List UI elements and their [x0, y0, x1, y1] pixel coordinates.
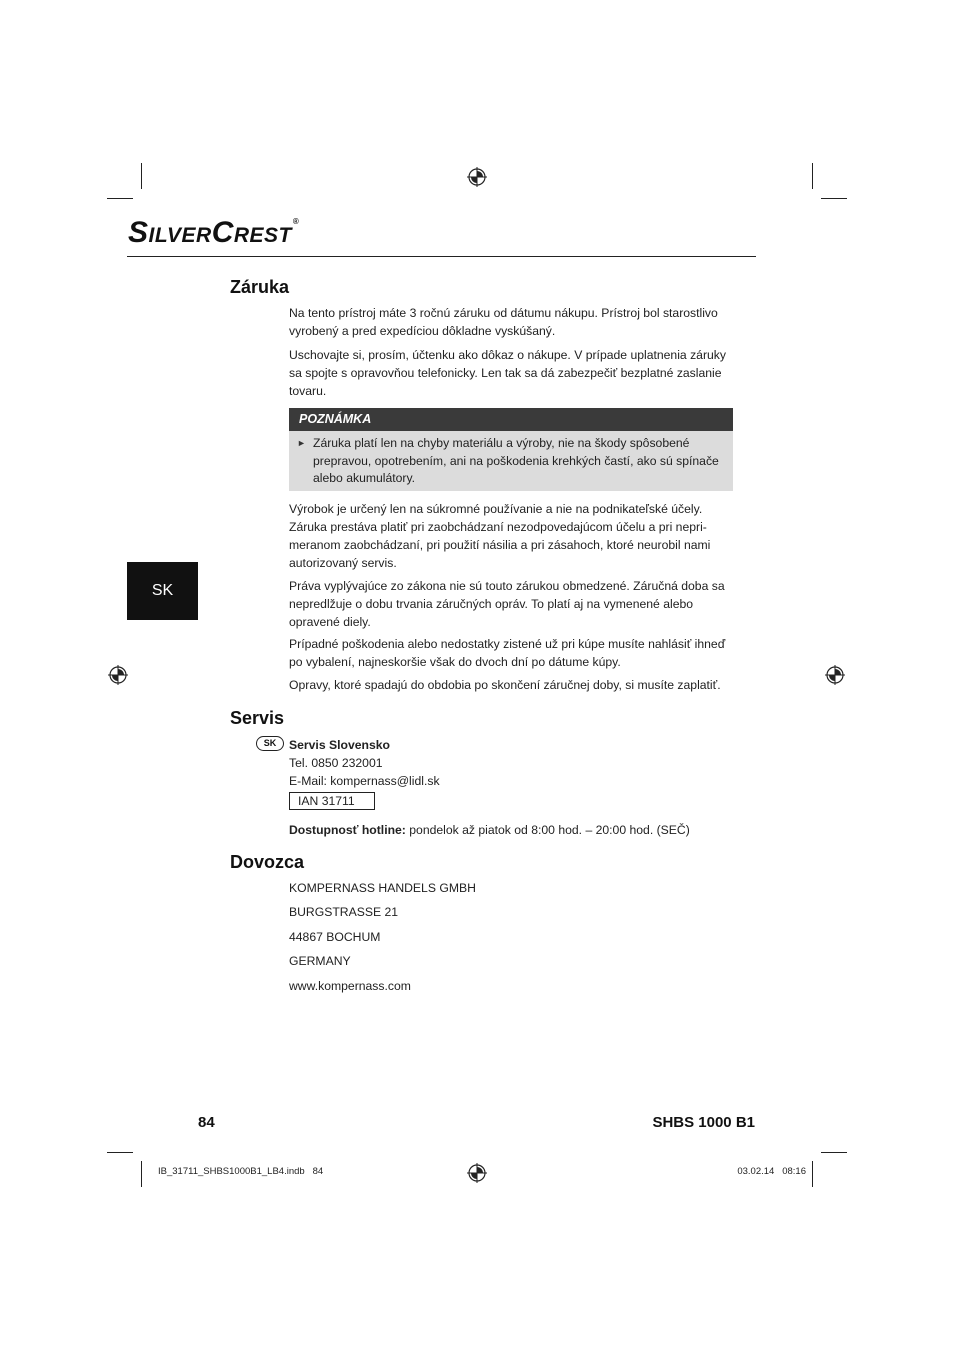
section-heading-zaruka: Záruka — [230, 277, 290, 297]
page-number: 84 — [198, 1114, 215, 1131]
language-tab: SK — [127, 562, 198, 620]
hotline-info — [289, 821, 737, 839]
crop-mark — [107, 198, 133, 199]
paragraph: Výrobok je určený len na súkromné používanie a nie na podnikateľské účely. Záruka prestáva platiť pri zaobchádzaní nezodpovedajúcom účelu a pri nepri- meranom zaobchádzaní, pri použití násilia a pri zásahoch, ktoré neurobil nami autorizovaný servis. — [289, 502, 711, 570]
crop-mark — [821, 1152, 847, 1153]
registration-mark-icon — [825, 665, 845, 685]
arrow-bullet-icon: ► — [297, 438, 306, 448]
brand-logo: SILVERCREST® — [128, 216, 300, 249]
crop-mark — [812, 1161, 813, 1187]
importer-line: KOMPERNASS HANDELS GMBH — [289, 881, 476, 895]
crop-mark — [141, 1161, 142, 1187]
paragraph: Práva vyplývajúce zo zákona nie sú touto zárukou obmedzené. Záručná doba sa nepredlžuje o dobu trvania záručných opráv. To platí aj na vymenené alebo opravené diely. — [289, 579, 725, 629]
importer-line: BURGSTRASSE 21 — [289, 905, 399, 919]
hotline-value: pondelok až piatok od 8:00 hod. – 20:00 hod. (SEČ) — [405, 823, 690, 837]
crop-mark — [107, 1152, 133, 1153]
paragraph: Prípadné poškodenia alebo nedostatky zistené už pri kúpe musíte nahlásiť ihneď po vybalení, najneskoršie však do dvoch dní po dátume kúpy. — [289, 637, 726, 669]
service-phone: Tel. 0850 232001 — [289, 756, 383, 770]
registration-mark-icon — [467, 1163, 487, 1183]
section-heading-servis: Servis — [230, 708, 285, 728]
section-heading-dovozca: Dovozca — [230, 852, 305, 872]
ian-box: IAN 31711 — [289, 792, 375, 810]
service-email: E-Mail: kompernass@lidl.sk — [289, 774, 440, 788]
print-date-info: 03.02.14 08:16 — [737, 1166, 806, 1177]
paragraph: Uschovajte si, prosím, účtenku ako dôkaz o nákupe. V prípade uplatnenia záruky sa spojte s opravovňou telefonicky. Len tak sa dá zabezpečiť bezplatné zaslanie tovaru. — [289, 348, 726, 398]
note-text: Záruka platí len na chyby materiálu a výroby, nie na škody spôsobené prepravou, opotrebením, ani na poškodenia krehkých častí, ako sú spínače alebo akumulátory. — [313, 436, 719, 485]
crop-mark — [821, 198, 847, 199]
paragraph: Opravy, ktoré spadajú do obdobia po skončení záručnej doby, si musíte zaplatiť. — [289, 678, 721, 692]
country-badge: SK — [256, 736, 284, 751]
registration-mark-icon — [108, 665, 128, 685]
paragraph: Na tento prístroj máte 3 ročnú záruku od dátumu nákupu. Prístroj bol starostlivo vyrobený a pred expedíciou dôkladne vyskúšaný. — [289, 306, 718, 338]
importer-line: 44867 BOCHUM — [289, 930, 381, 944]
print-file-info: IB_31711_SHBS1000B1_LB4.indb 84 — [158, 1166, 324, 1177]
note-label: POZNÁMKA — [289, 408, 733, 431]
model-number: SHBS 1000 B1 — [652, 1114, 755, 1131]
hotline-label: Dostupnosť hotline: — [289, 823, 406, 837]
importer-website: www.kompernass.com — [289, 979, 411, 993]
crop-mark — [141, 163, 142, 189]
header-rule — [127, 256, 756, 257]
crop-mark — [812, 163, 813, 189]
importer-line: GERMANY — [289, 954, 351, 968]
service-name: Servis Slovensko — [289, 738, 390, 752]
registration-mark-icon — [467, 167, 487, 187]
